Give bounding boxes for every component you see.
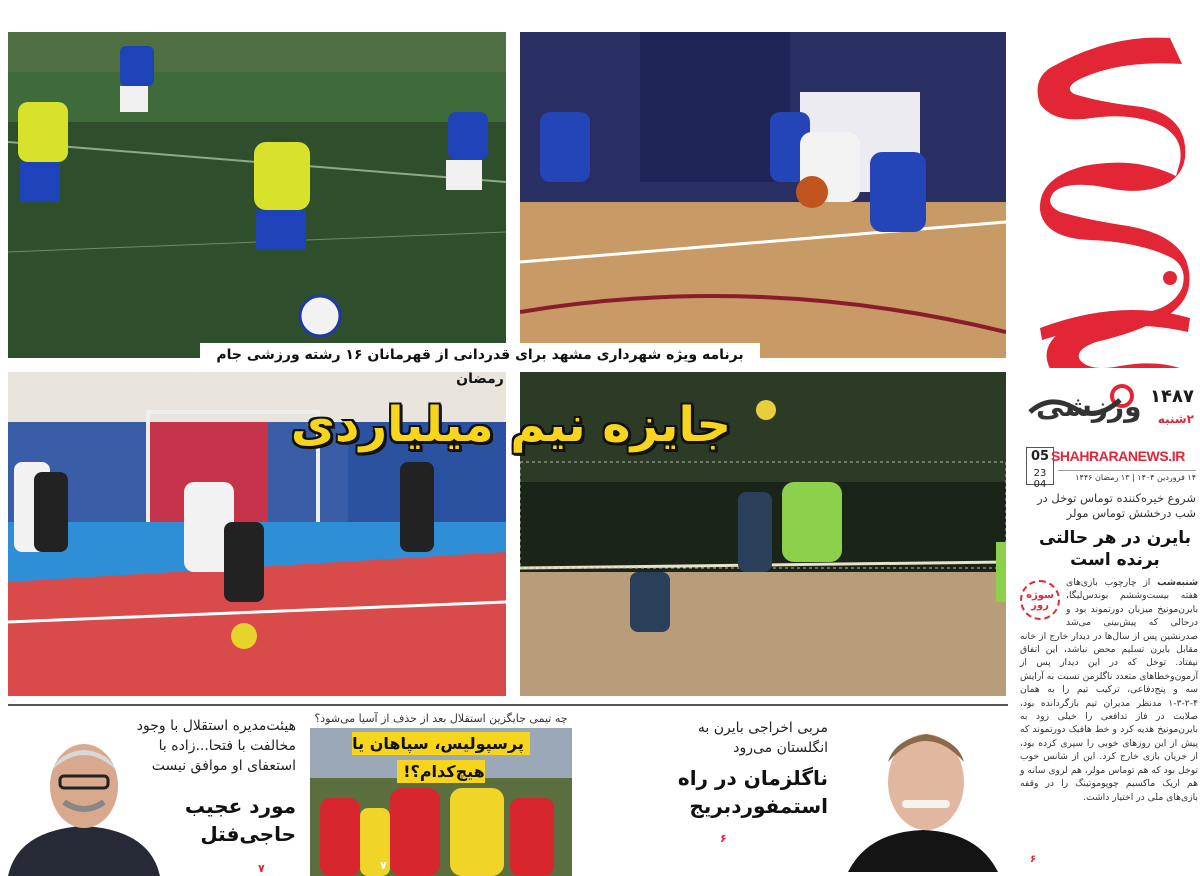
site-url-link[interactable]: SHAHRARANEWS.IR bbox=[1050, 448, 1185, 464]
nagelsmann-portrait bbox=[838, 712, 1008, 872]
issue-number: ۱۴۸۷ bbox=[1150, 386, 1194, 407]
side-story-body-lead: شنبه‌شب bbox=[1157, 577, 1198, 588]
varzesh-logo bbox=[1024, 382, 1142, 428]
bottom-divider bbox=[8, 704, 1008, 706]
side-story-headline[interactable]: بایرن در هر حالتی برنده است bbox=[1038, 528, 1192, 570]
story-of-the-day-badge bbox=[1020, 580, 1060, 620]
nagelsmann-headline[interactable]: ناگلزمان در راه استمفوردبریج bbox=[677, 766, 828, 818]
board-headline[interactable]: مورد عجیب حاجی‌فتل bbox=[184, 794, 296, 846]
side-story-kicker: شروع خیره‌کننده توماس توخل در شب درخشش توماس مولر bbox=[1037, 491, 1196, 520]
varzesh-logo-text: ورزشی bbox=[1036, 390, 1142, 423]
board-page-number: ۷ bbox=[258, 862, 265, 875]
photo-caption: برنامه ویژه شهرداری مشهد برای قدردانی از قهرمانان ۱۶ رشته ورزشی جام رمضان bbox=[200, 343, 760, 367]
main-headline[interactable]: جایزه نیم میلیاردی bbox=[290, 397, 732, 453]
board-kicker: هیئت‌مدیره استقلال با وجود مخالفت با فتحا...زاده با استعفای او موافق نیست bbox=[136, 718, 296, 774]
photo-youth-football bbox=[8, 32, 506, 358]
newspaper-logo bbox=[1020, 28, 1196, 368]
badge-label: سوژه روز bbox=[1026, 590, 1054, 611]
persepolis-headline-text: پرسپولیس، سپاهان یا هیچ‌کدام؟! bbox=[352, 732, 530, 783]
board-story bbox=[8, 712, 302, 876]
persepolis-kicker: چه تیمی جایگزین استقلال بعد از حذف از آسیا می‌شود؟ bbox=[314, 712, 568, 725]
side-story-body-text: از چارچوب بازی‌های هفته بیست‌وششم بوندس‌لیگا، بایرن‌مونیخ میزبان دورتموند بود و درحالی که پیش‌بینی می‌شد صدرنشین پس از سال‌ها در دیدار خارج از خانه مقابل بایرن تسلیم محض نباشد، این اتفاق نیفتاد. توخل که در این دیدار پس از آزمون‌وخطاهای متعدد ناگلزمن نسبت به آرایش سه و پنج‌دفاعی، ترکیب تیم را به همان ۴-۲-۳-۱ مدنظر مدیران تیم بازگردانده بود، صلابت در فاز تدافعی را خیلی زود به بایرن‌مونیخ هدیه کرد و خط هافبک دورتموند که پیش از این روزهای خوبی را سپری کرده بود، از جریان بازی خارج کرد. این از شانس خوب توخل بود که هم توماس مولر، هم لروی سانه و هم اریک ماکسیم چوپوموتینگ را در وقفه بازی‌های ملی در اختیار داشت. bbox=[1020, 577, 1198, 803]
persepolis-story bbox=[310, 712, 572, 876]
date-month: 23 04 bbox=[1033, 468, 1047, 490]
persepolis-page-number: ۷ bbox=[380, 859, 387, 872]
side-story-page-number: ۶ bbox=[1030, 854, 1037, 865]
date-day: 05 bbox=[1030, 449, 1050, 464]
photo-youth-football-image bbox=[8, 32, 506, 358]
masthead-column bbox=[1014, 0, 1200, 876]
weekday-label: ۲شنبه bbox=[1157, 412, 1194, 426]
issue-row bbox=[1014, 378, 1200, 432]
nagelsmann-story bbox=[580, 712, 1008, 872]
side-story-body bbox=[1020, 576, 1198, 804]
nagelsmann-photo bbox=[838, 712, 1008, 872]
nagelsmann-kicker: مربی اخراجی بایرن به انگلستان می‌رود bbox=[697, 720, 828, 756]
photo-basketball-image bbox=[520, 32, 1006, 358]
photo-basketball bbox=[520, 32, 1006, 358]
date-line: ۱۴ فروردین ۱۴۰۴ | ۱۳ رمضان ۱۴۴۶ bbox=[1058, 470, 1196, 482]
persepolis-headline[interactable] bbox=[310, 730, 572, 781]
nagelsmann-page-number: ۶ bbox=[720, 832, 727, 845]
